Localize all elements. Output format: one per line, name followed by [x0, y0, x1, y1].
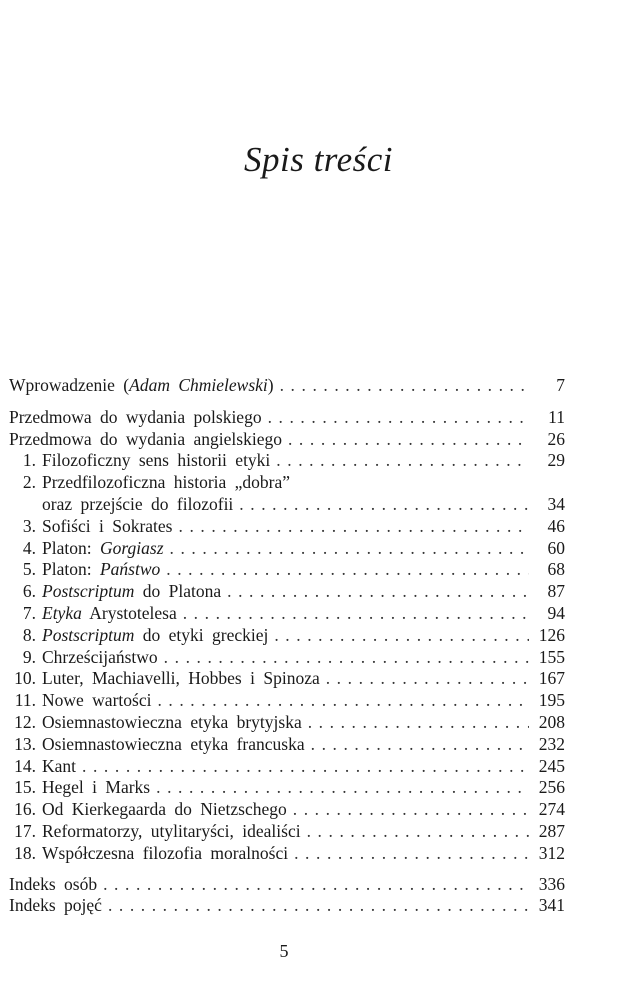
toc-entry-page: 256 — [538, 777, 565, 798]
toc-entry-page: 341 — [538, 895, 565, 916]
leader-dots — [166, 559, 529, 581]
toc-entry-title: Etyka Arystotelesa — [42, 602, 177, 623]
chapter-number: 17. — [14, 820, 36, 841]
toc-entry-page: 274 — [538, 799, 565, 820]
leader-dots — [326, 668, 529, 690]
leader-dots — [179, 516, 530, 538]
page-title: Spis treści — [243, 140, 394, 179]
toc-entry-title: Wprowadzenie (Adam Chmielewski) — [9, 375, 274, 395]
toc-entry-page: 167 — [538, 668, 565, 689]
chapter-number: 10. — [14, 668, 36, 689]
leader-dots — [82, 756, 529, 778]
toc-entry-page: 312 — [538, 842, 565, 863]
toc-entry-chapter[interactable] — [9, 690, 565, 712]
toc-entry-chapter[interactable] — [9, 559, 565, 581]
toc-entry-page: 46 — [547, 515, 565, 536]
chapter-number: 6. — [22, 581, 36, 602]
toc-entry-title: Współczesna filozofia moralności — [42, 842, 289, 863]
toc-entry-title: Hegel i Marks — [42, 777, 151, 798]
leader-dots — [308, 712, 529, 734]
toc-entry-preface-english[interactable] — [9, 429, 565, 451]
toc-entry-chapter[interactable] — [9, 821, 565, 843]
toc-entry-page: 232 — [538, 733, 565, 754]
chapter-number: 2. — [22, 472, 36, 493]
chapter-number: 12. — [14, 711, 36, 732]
toc-entry-title: Od Kierkegaarda do Nietzschego — [42, 799, 287, 820]
leader-dots — [311, 734, 529, 756]
toc-entry-introduction[interactable] — [9, 375, 565, 397]
toc-entry-title: Chrześcijaństwo — [42, 646, 158, 667]
toc-entry-index-concepts[interactable] — [9, 895, 565, 917]
toc-entry-chapter[interactable] — [9, 777, 565, 799]
chapter-number: 14. — [14, 755, 36, 776]
chapter-number: 5. — [22, 559, 36, 580]
toc-entry-page: 87 — [547, 581, 565, 602]
toc-entry-page: 195 — [538, 690, 565, 711]
toc-entry-chapter[interactable] — [9, 450, 565, 472]
chapter-number: 4. — [22, 537, 36, 558]
toc-entry-title: Kant — [42, 755, 77, 776]
toc-entry-title: Postscriptum do etyki greckiej — [42, 624, 269, 645]
chapter-list — [9, 450, 565, 864]
chapter-number: 13. — [14, 733, 36, 754]
toc-entry-page: 11 — [548, 406, 565, 427]
toc-entry-page: 34 — [547, 493, 565, 514]
leader-dots — [274, 625, 529, 647]
toc-entry-chapter[interactable] — [9, 799, 565, 821]
toc-entry-page: 68 — [547, 559, 565, 580]
toc-entry-title: Osiemnastowieczna etyka francuska — [42, 733, 305, 754]
chapter-number: 1. — [22, 450, 36, 471]
toc-entry-page: 60 — [547, 537, 565, 558]
chapter-number: 16. — [14, 799, 36, 820]
toc-entry-page: 94 — [547, 602, 565, 623]
toc-entry-chapter[interactable] — [9, 603, 565, 625]
toc-entry-chapter[interactable] — [9, 668, 565, 690]
table-of-contents — [9, 375, 565, 917]
toc-entry-title: Przedmowa do wydania angielskiego — [9, 428, 282, 449]
leader-dots — [108, 895, 529, 917]
leader-dots — [103, 874, 529, 896]
leader-dots — [276, 450, 529, 472]
chapter-number: 11. — [14, 690, 36, 711]
chapter-number: 3. — [22, 515, 36, 536]
toc-entry-page: 29 — [547, 450, 565, 471]
toc-entry-page: 7 — [556, 375, 565, 395]
toc-entry-chapter[interactable] — [9, 581, 565, 603]
toc-entry-chapter[interactable] — [9, 712, 565, 734]
toc-entry-title: Platon: Gorgiasz — [42, 537, 164, 558]
toc-entry-page: 155 — [538, 646, 565, 667]
chapter-number: 7. — [22, 602, 36, 623]
leader-dots — [156, 777, 529, 799]
toc-entry-title: Platon: Państwo — [42, 559, 161, 580]
leader-dots — [294, 843, 529, 865]
page-number: 5 — [279, 941, 289, 961]
leader-dots — [183, 603, 529, 625]
toc-entry-title: Osiemnastowieczna etyka brytyjska — [42, 711, 302, 732]
toc-entry-chapter[interactable] — [9, 516, 565, 538]
leader-dots — [164, 647, 529, 669]
toc-entry-title: Przedfilozoficzna historia „dobra” — [42, 472, 291, 493]
chapter-number: 9. — [22, 646, 36, 667]
toc-entry-page: 336 — [538, 873, 565, 894]
toc-entry-title: Filozoficzny sens historii etyki — [42, 450, 271, 471]
toc-entry-title: Nowe wartości — [42, 690, 152, 711]
leader-dots — [288, 429, 529, 451]
leader-dots — [239, 494, 529, 516]
toc-entry-chapter[interactable] — [9, 756, 565, 778]
toc-entry-preface-polish[interactable] — [9, 407, 565, 429]
toc-entry-chapter[interactable] — [9, 734, 565, 756]
toc-entry-chapter[interactable] — [9, 494, 565, 516]
leader-dots — [157, 690, 529, 712]
toc-entry-title: Luter, Machiavelli, Hobbes i Spinoza — [42, 668, 320, 689]
chapter-number: 18. — [14, 842, 36, 863]
toc-entry-page: 208 — [538, 711, 565, 732]
chapter-number: 8. — [22, 624, 36, 645]
leader-dots — [227, 581, 529, 603]
toc-entry-page: 126 — [538, 624, 565, 645]
toc-entry-index-persons[interactable] — [9, 874, 565, 896]
toc-entry-page: 26 — [547, 428, 565, 449]
toc-entry-title: Indeks pojęć — [9, 895, 102, 916]
toc-entry-title: Indeks osób — [9, 873, 98, 894]
toc-entry-title: Reformatorzy, utylitaryści, idealiści — [42, 820, 301, 841]
toc-entry-title: Przedmowa do wydania polskiego — [9, 406, 262, 427]
toc-entry-chapter[interactable] — [9, 843, 565, 865]
leader-dots — [280, 375, 529, 397]
toc-entry-title: Sofiści i Sokrates — [42, 515, 173, 536]
toc-entry-page: 245 — [538, 755, 565, 776]
leader-dots — [293, 799, 529, 821]
toc-entry-chapter[interactable] — [9, 647, 565, 669]
toc-entry-page: 287 — [538, 820, 565, 841]
toc-entry-chapter[interactable] — [9, 538, 565, 560]
toc-entry-chapter[interactable] — [9, 625, 565, 647]
leader-dots — [307, 821, 529, 843]
toc-entry-chapter[interactable] — [9, 472, 565, 494]
leader-dots — [170, 538, 529, 560]
leader-dots — [268, 407, 529, 429]
toc-entry-title: Postscriptum do Platona — [42, 581, 222, 602]
chapter-number: 15. — [14, 777, 36, 798]
toc-entry-title: oraz przejście do filozofii — [42, 493, 234, 514]
